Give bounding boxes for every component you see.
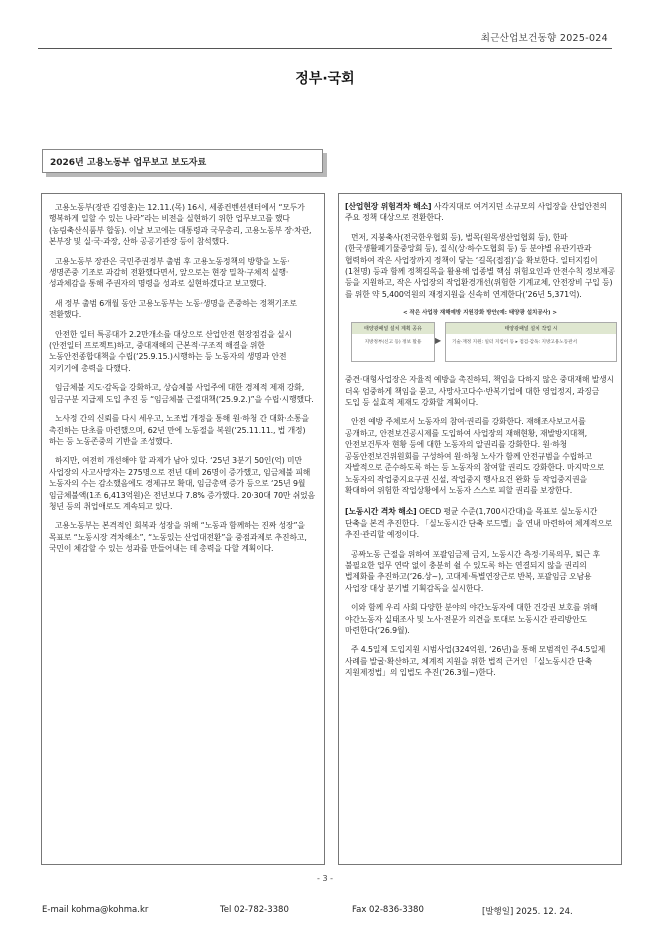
footer-tel: Tel 02-782-3380 xyxy=(220,905,289,915)
lead-text: 사각지대로 여겨지던 소규모의 사업장을 산업안전의 주요 정책 대상으로 전환한다. xyxy=(345,202,607,223)
left-paragraph: 하지만, 여전히 개선해야 할 과제가 남아 있다. ‘25년 3분기 50인(억) 미만 사업장의 사고사망자는 275명으로 전년 대비 26명이 증가했고, 임금체불 피해 노동자의 수는 감소했음에도 경제규모 확대, 임금총액 증가 등으로 ‘25년 9월 임금체불액(1조 6,413억원)은 전년보다 7.8% 증가했다. 20·30대 70만 쉬었음 청년 등의 취업애로도 계속되고 있다. xyxy=(49,456,316,511)
right-column xyxy=(338,193,622,865)
page-number: - 3 - xyxy=(317,874,333,883)
figure-right-box xyxy=(445,322,617,362)
left-column xyxy=(41,193,325,865)
figure-caption: < 작은 사업장 재해예방 지원강화 방안(예: 태양광 설치공사) > xyxy=(403,310,557,317)
left-paragraph: 고용노동부 장관은 국민주권정부 출범 후 고용노동정책의 방향을 노동·생명존중 기조로 과감히 전환했다면서, 앞으로는 현장 밀착·구체적 실행·성과체감을 통해 주권자의 명령을 성과로 실현하겠다고 보고했다. xyxy=(49,256,290,289)
footer-email: E-mail kohma@kohma.kr xyxy=(42,905,149,915)
left-paragraph: 고용노동부(장관 김영훈)는 12.11.(목) 16시, 세종컨벤션센터에서 “모두가 행복하게 일할 수 있는 나라”라는 비전을 실현하기 위한 업무보고를 했다(농림축산식품부 합동). 이날 보고에는 대통령과 국무총리, 고용노동부 장·차관, 본부장 및 실·국·과장, 산하 공공기관장 등이 참석했다. xyxy=(49,203,312,247)
footer xyxy=(0,905,650,925)
right-paragraph: 중견·대형사업장은 자율적 예방을 촉진하되, 책임을 다하지 않은 중대재해 발생시 더욱 엄중하게 책임을 묻고, 사망사고다수·반복기업에 대한 영업정지, 과징금 도입 등 실효적 제재도 강화할 계획이다. xyxy=(345,375,615,408)
article-title: 2026년 고용노동부 업무보고 보도자료 xyxy=(50,158,207,168)
header-issue-label: 최근산업보건동향 2025-024 xyxy=(480,33,608,44)
right-paragraph: 이와 함께 우리 사회 다양한 분야의 야간노동자에 대한 건강권 보호를 위해 야간노동자 실태조사 및 노사·전문가 의견을 토대로 노동시간 관리방안도 마련한다(‘26.9월). xyxy=(345,603,598,635)
article-title-box xyxy=(42,149,323,173)
footer-issue-date: [발행일] 2025. 12. 24. xyxy=(482,907,573,917)
figure-left-heading: 태양광패널 설치 계획 공유 xyxy=(352,323,434,334)
left-paragraph: 새 정부 출범 6개월 동안 고용노동부는 노동·생명을 존중하는 정책기조로 전환했다. xyxy=(49,298,297,320)
figure-right-body: 기술·재정 지원: 일터 지킴이 등 ▸ 점검·감독: 지방고용노동관서 xyxy=(452,340,578,346)
safety-support-figure xyxy=(349,308,611,368)
right-lead-paragraph xyxy=(345,201,615,224)
section-heading-safety: [산업현장 위험격차 해소] xyxy=(345,202,432,211)
right-paragraph: 안전 예방 주체로서 노동자의 참여·권리를 강화한다. 재해조사보고서를 공개하고, 안전보건공시제를 도입하여 사업장의 재해현황, 재발방지대책, 안전보건투자 현황 등에 대한 노동자의 알권리를 강화한다. 원·하청 공동안전보건위원회를 구성하여 원·하청 노사가 함께 안전규범을 수립하고 자발적으로 준수하도록 하는 등 노동자의 참여할 권리도 강화한다. 마지막으로 노동자의 작업중지요구권 신설, 작업중지 행사요건 완화 등 작업중지권을 확대하여 위험한 작업상황에서 노동자 스스로 피할 권리를 보장한다. xyxy=(345,417,605,495)
figure-left-box xyxy=(351,322,435,362)
section-title: 정부·국회 xyxy=(295,71,355,87)
header-divider xyxy=(38,48,612,49)
right-lead-paragraph xyxy=(345,506,615,540)
right-paragraph: 주 4.5일제 도입지원 시범사업(324억원, ‘26년)을 통해 모범적인 주4.5일제 사례를 발굴·확산하고, 체계적 지원을 위한 법적 근거인 「실노동시간 단축 지원제정법」의 입법도 추진(‘26.3월~)한다. xyxy=(345,645,606,678)
left-paragraph: 임금체불 지도·감독을 강화하고, 상습체불 사업주에 대한 경제적 제재 강화, 임금구분 지급제 도입 추진 등 “임금체불 근절대책(‘25.9.2.)”을 수립·시행했다. xyxy=(49,383,314,404)
left-paragraph: 안전한 일터 특공대가 2.2만개소를 대상으로 산업안전 현장점검을 실시(안전일터 프로젝트)하고, 중대재해의 근본적·구조적 해결을 위한 노동안전종합대책을 수립(‘25.9.15.)시행하는 등 노동자의 생명과 안전 지키기에 총력을 다했다. xyxy=(49,329,292,373)
left-paragraph: 고용노동부는 본격적인 회복과 성장을 위해 “노동과 함께하는 진짜 성장”을 목표로 “노동시장 격차해소”, “노동있는 산업대전환”을 중점과제로 추진하고, 국민이 체감할 수 있는 성과를 만들어내는 데 총력을 다할 계획이다. xyxy=(49,521,307,554)
section-heading-work-hours: [노동시간 격차 해소] xyxy=(345,507,417,517)
right-paragraph: 먼저, 지붕축사(전국한우협회 등), 벌목(원목생산업협회 등), 한파(한국생활폐기물중앙회 등), 질식(상·하수도협회 등) 등 분야별 유관기관과 협력하여 작은 사업장까지 정책이 닿는 ‘길목(접점)’을 확보한다. 일터지킴이(1천명) 등과 함께 정책길목을 활용해 업종별 핵심 위험요인과 안전수칙 정보제공 등을 지원하고, 작은 사업장의 작업환경개선(위험한 기계교체, 안전장비 구입 등)를 위한 약 5,400억원의 재정지원을 신속히 연계한다(’26년 5,371억). xyxy=(345,232,615,299)
figure-left-body: 지방정부(신고 등) 정보 활용 xyxy=(364,340,422,346)
footer-fax: Fax 02-836-3380 xyxy=(352,905,424,915)
lead-text: OECD 평균 수준(1,700시간대)을 목표로 실노동시간 단축을 본격 추진한다. 「실노동시간 단축 로드맵」을 연내 마련하여 체계적으로 추진·관리할 예정이다. xyxy=(345,507,613,540)
arrow-right-icon: ▶ xyxy=(435,336,442,346)
left-paragraph: 노사정 간의 신뢰를 다시 세우고, 노조법 개정을 통해 원·하청 간 대화·소통을 촉진하는 단초를 마련했으며, 62년 만에 노동절을 복원(‘25.11.11., 법 개정)하는 등 노동존중의 기반을 조성했다. xyxy=(49,414,309,446)
figure-right-heading: 태양광패널 설치 작업 시 xyxy=(446,323,616,334)
right-paragraph: 공짜노동 근절을 위하여 포괄임금제 금지, 노동시간 측정·기록의무, 퇴근 후 불필요한 업무 연락 없이 충분히 쉴 수 있도록 하는 연결되지 않을 권리의 법제화를 추진하고(‘26.상~), 고대제·특별연장근로 반복, 포괄임금 오남용 사업장 대상 분기별 기획감독을 실시한다. xyxy=(345,549,601,593)
